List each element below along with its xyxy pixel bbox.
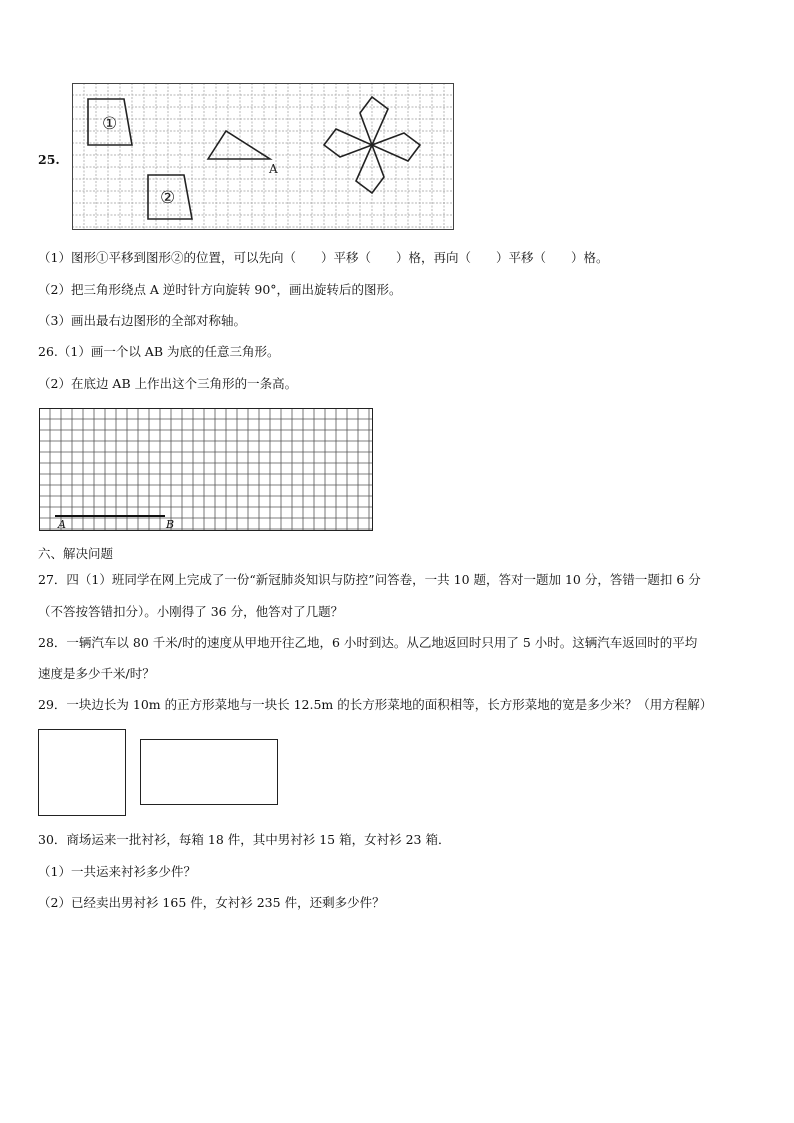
q25-figure-2-label: ② (160, 188, 176, 208)
q26-label-a: A (58, 518, 66, 531)
q25-point-a-label: A (269, 162, 278, 176)
q28-line2: 速度是多少千米/时？ (38, 666, 155, 681)
q25-sub2: （2）把三角形绕点 A 逆时针方向旋转 90°，画出旋转后的图形。 (38, 282, 402, 297)
q25-grid-figure (72, 83, 454, 230)
q26-sub2: （2）在底边 AB 上作出这个三角形的一条高。 (38, 376, 298, 391)
q30-sub1: （1）一共运来衬衫多少件？ (38, 864, 196, 879)
q26-label-b: B (166, 518, 175, 531)
q26-sub1: 26.（1）画一个以 AB 为底的任意三角形。 (38, 344, 280, 359)
q25-sub3: （3）画出最右边图形的全部对称轴。 (38, 313, 246, 328)
q27-line1: 27．四（1）班同学在网上完成了一份“新冠肺炎知识与防控”问答卷，一共 10 题，答对一题加 10 分，答错一题扣 6 分 (38, 572, 701, 587)
q26-grid-border (40, 409, 373, 531)
q30-sub2: （2）已经卖出男衬衫 165 件，女衬衫 235 件，还剩多少件？ (38, 895, 385, 910)
q25-number: 25. (38, 152, 60, 167)
q30-line1: 30．商场运来一批衬衫，每箱 18 件，其中男衬衫 15 箱，女衬衫 23 箱． (38, 832, 451, 847)
q29-rectangle-shape (140, 739, 278, 805)
section6-title: 六、解决问题 (38, 546, 114, 561)
q25-figure-1-label: ① (102, 114, 118, 134)
q25-sub1: （1）图形①平移到图形②的位置，可以先向（ ）平移（ ）格，再向（ ）平移（ ）格。 (38, 250, 609, 265)
q28-line1: 28．一辆汽车以 80 千米/时的速度从甲地开往乙地，6 小时到达。从乙地返回时只用了 5 小时。这辆汽车返回时的平均 (38, 635, 698, 650)
q29-square-shape (38, 729, 126, 816)
q26-grid-figure (39, 408, 374, 532)
q29-line1: 29．一块边长为 10m 的正方形菜地与一块长 12.5m 的长方形菜地的面积相等，长方形菜地的宽是多少米？（用方程解） (38, 697, 713, 712)
q27-line2: （不答按答错扣分）。小刚得了 36 分，他答对了几题？ (38, 604, 344, 619)
q26-grid-lines (39, 408, 373, 531)
